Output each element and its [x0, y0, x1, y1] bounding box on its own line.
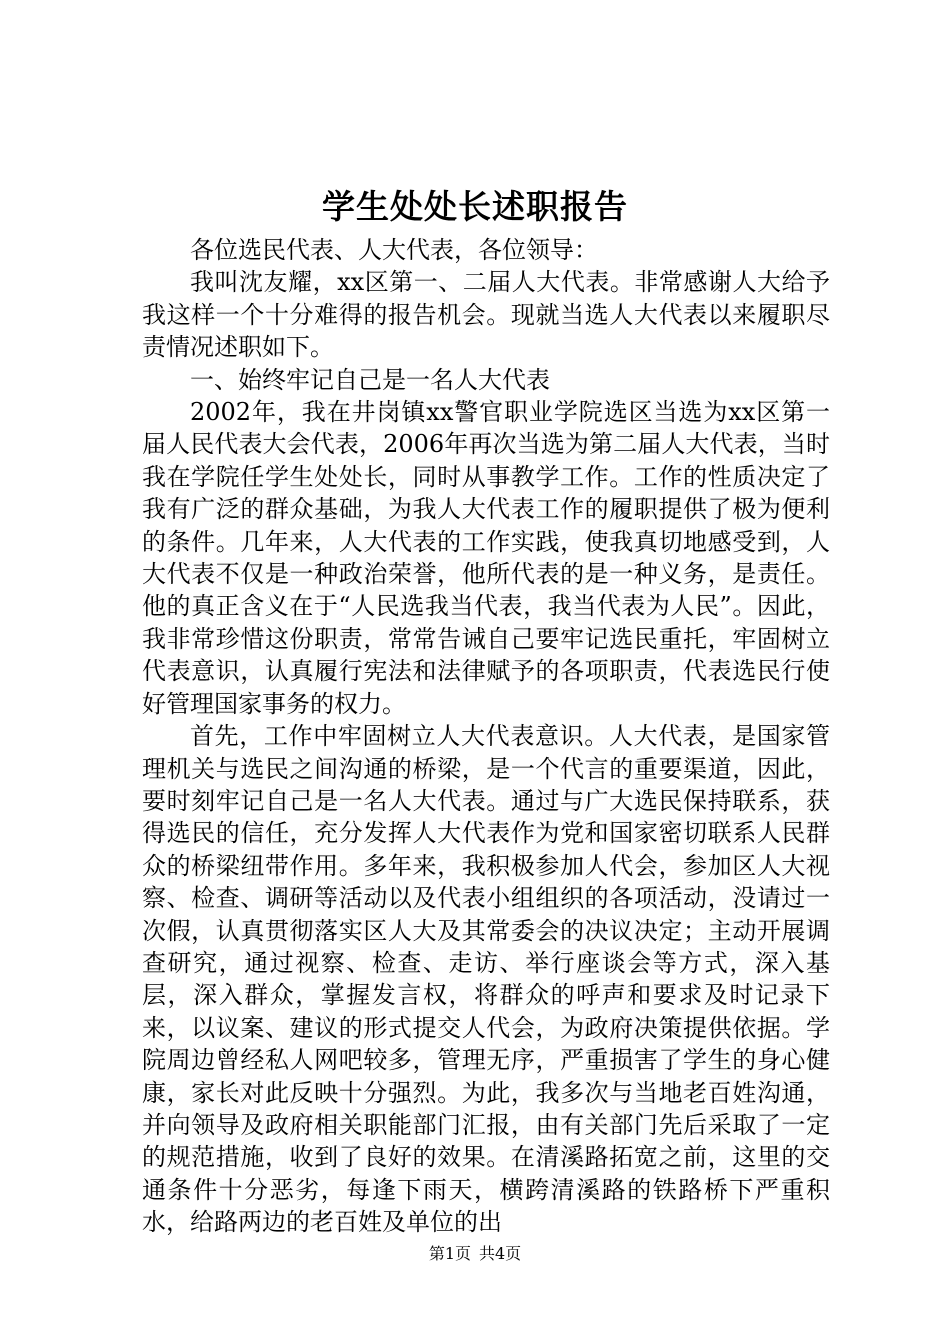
body-paragraph: 首先，工作中牢固树立人大代表意识。人大代表，是国家管理机关与选民之间沟通的桥梁，是一个代言的重要渠道，因此，要时刻牢记自己是一名人大代表。通过与广大选民保持联系，获得选民的信任，充分发挥人大代表作为党和国家密切联系人民群众的桥梁纽带作用。多年来，我积极参加人代会，参加区人大视察、检查、调研等活动以及代表小组组织的各项活动，没请过一次假，认真贯彻落实区人大及其常委会的决议决定；主动开展调查研究，通过视察、检查、走访、举行座谈会等方式，深入基层，深入群众，掌握发言权，将群众的呼声和要求及时记录下来，以议案、建议的形式提交人代会，为政府决策提供依据。学院周边曾经私人网吧较多，管理无序，严重损害了学生的身心健康，家长对此反映十分强烈。为此，我多次与当地老百姓沟通，并向领导及政府相关职能部门汇报，由有关部门先后采取了一定的规范措施，收到了良好的效果。在清溪路拓宽之前，这里的交通条件十分恶劣，每逢下雨天，横跨清溪路的铁路桥下严重积水，给路两边的老百姓及单位的出 — [142, 722, 830, 1237]
document-body — [142, 234, 830, 1239]
body-paragraph: 2002年，我在井岗镇xx警官职业学院选区当选为xx区第一届人民代表大会代表，2006年再次当选为第二届人大代表，当时我在学院任学生处处长，同时从事教学工作。工作的性质决定了我有广泛的群众基础，为我人大代表工作的履职提供了极为便利的条件。几年来，人大代表的工作实践，使我真切地感受到，人大代表不仅是一种政治荣誉，他所代表的是一种义务，是责任。他的真正含义在于“人民选我当代表，我当代表为人民”。因此，我非常珍惜这份职责，常常告诫自己要牢记选民重托，牢固树立代表意识，认真履行宪法和法律赋予的各项职责，代表选民行使好管理国家事务的权力。 — [142, 398, 830, 718]
page-total: 共4页 — [479, 1244, 522, 1263]
document-title: 学生处处长述职报告 — [322, 187, 628, 226]
intro-paragraph: 我叫沈友耀，xx区第一、二届人大代表。非常感谢人大给予我这样一个十分难得的报告机会。现就当选人大代表以来履职尽责情况述职如下。 — [142, 268, 830, 362]
page-footer — [0, 1243, 950, 1265]
salutation-paragraph: 各位选民代表、人大代表，各位领导： — [190, 236, 598, 264]
section-heading: 一、始终牢记自己是一名人大代表 — [190, 365, 550, 394]
page-number: 第1页 — [428, 1244, 471, 1263]
